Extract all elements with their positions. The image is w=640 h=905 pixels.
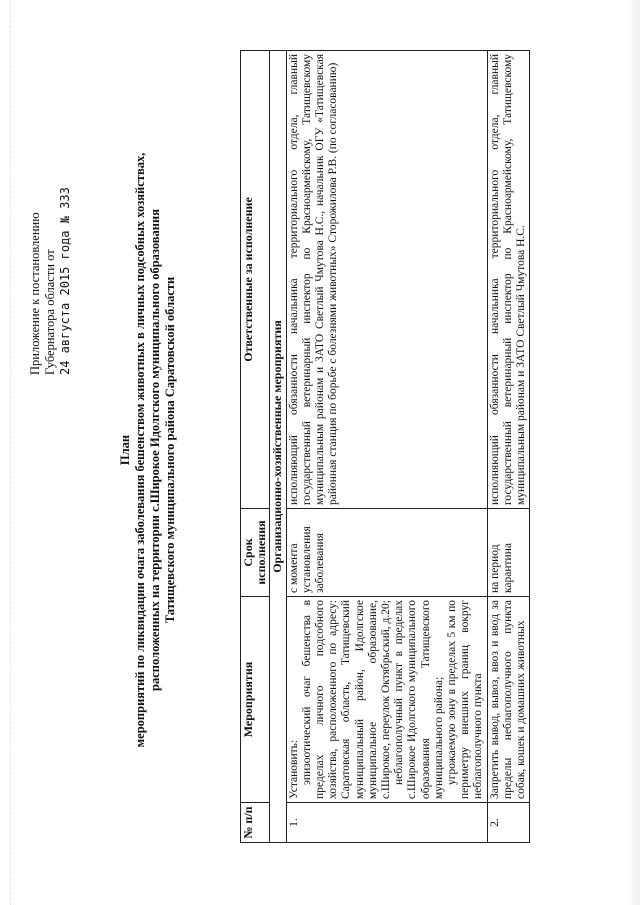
section-row [270, 51, 286, 843]
measure-paragraph: угрожаемую зону в пределах 5 км по периметру внешних границ вокруг неблагополучного пункта [446, 600, 485, 799]
row-measure: Запретить вывод, вывоз, ввоз и ввод за пределы неблагополучного пункта собак, кошек и домашних животных [487, 597, 530, 803]
plan-heading: План [118, 434, 132, 466]
header-num: № п/п [241, 803, 270, 843]
row-number: 1. [286, 803, 487, 843]
plan-table [240, 50, 530, 843]
plan-title-line-3: Татищевского муниципального района Саратовской области [163, 276, 177, 624]
measure-paragraph: неблагополучный пункт в пределах с.Широкое Идолгского муниципального образования Татищевского муниципального района; [393, 600, 445, 799]
header-term: Срок исполнения [241, 509, 270, 597]
table-row [286, 51, 487, 843]
table-row [487, 51, 530, 843]
appendix-block [28, 115, 73, 375]
measure-paragraph: эпизоотический очаг бешенства в пределах личного подсобного хозяйства, расположенного по адресу: Саратовская область, Татищевский муниципальный район, Идолгское муниципальное образование, с.Широкое, переулок Октябрьский, д.20; [300, 600, 393, 799]
row-number: 2. [487, 803, 530, 843]
plan-title-line-2: расположенных на территории с.Широкое Идолгского муниципального образования [148, 209, 162, 691]
header-responsible: Ответственные за исполнение [241, 51, 270, 509]
row-responsible: исполняющий обязанности начальника территориального отдела, главный государственный ветеринарный инспектор по Красноармейскому, Татищевскому муниципальным районам и ЗАТО Светлый Чмутова Н.С. [487, 51, 530, 509]
row-term: с момента установления заболевания [286, 509, 487, 597]
appendix-date-number: 24 августа 2015 года № 333 [58, 187, 72, 375]
row-responsible: исполняющий обязанности начальника территориального отдела, главный государственный ветеринарный инспектор по Красноармейскому, Татищевскому муниципальным районам и ЗАТО Светлый Чмутова Н.С., начальник ОГУ «Татищевская районная станция по борьбе с болезнями животных» Сторожилова Р.В. (по согласованию) [286, 51, 487, 509]
section-title: Организационно-хозяйственные мероприятия [270, 51, 286, 843]
appendix-line-2: Губернатора области от [43, 249, 57, 375]
appendix-line-1: Приложение к постановлению [28, 212, 42, 375]
row-term: на период карантина [487, 509, 530, 597]
plan-title-line-1: мероприятий по ликвидации очага заболевания бешенством животных в личных подсобных хозяйствах, [133, 152, 147, 748]
header-measures: Мероприятия [241, 597, 270, 803]
table-header-row [241, 51, 270, 843]
row-measure [286, 597, 487, 803]
plan-title [118, 65, 178, 835]
measure-intro: Установить: [287, 739, 300, 799]
